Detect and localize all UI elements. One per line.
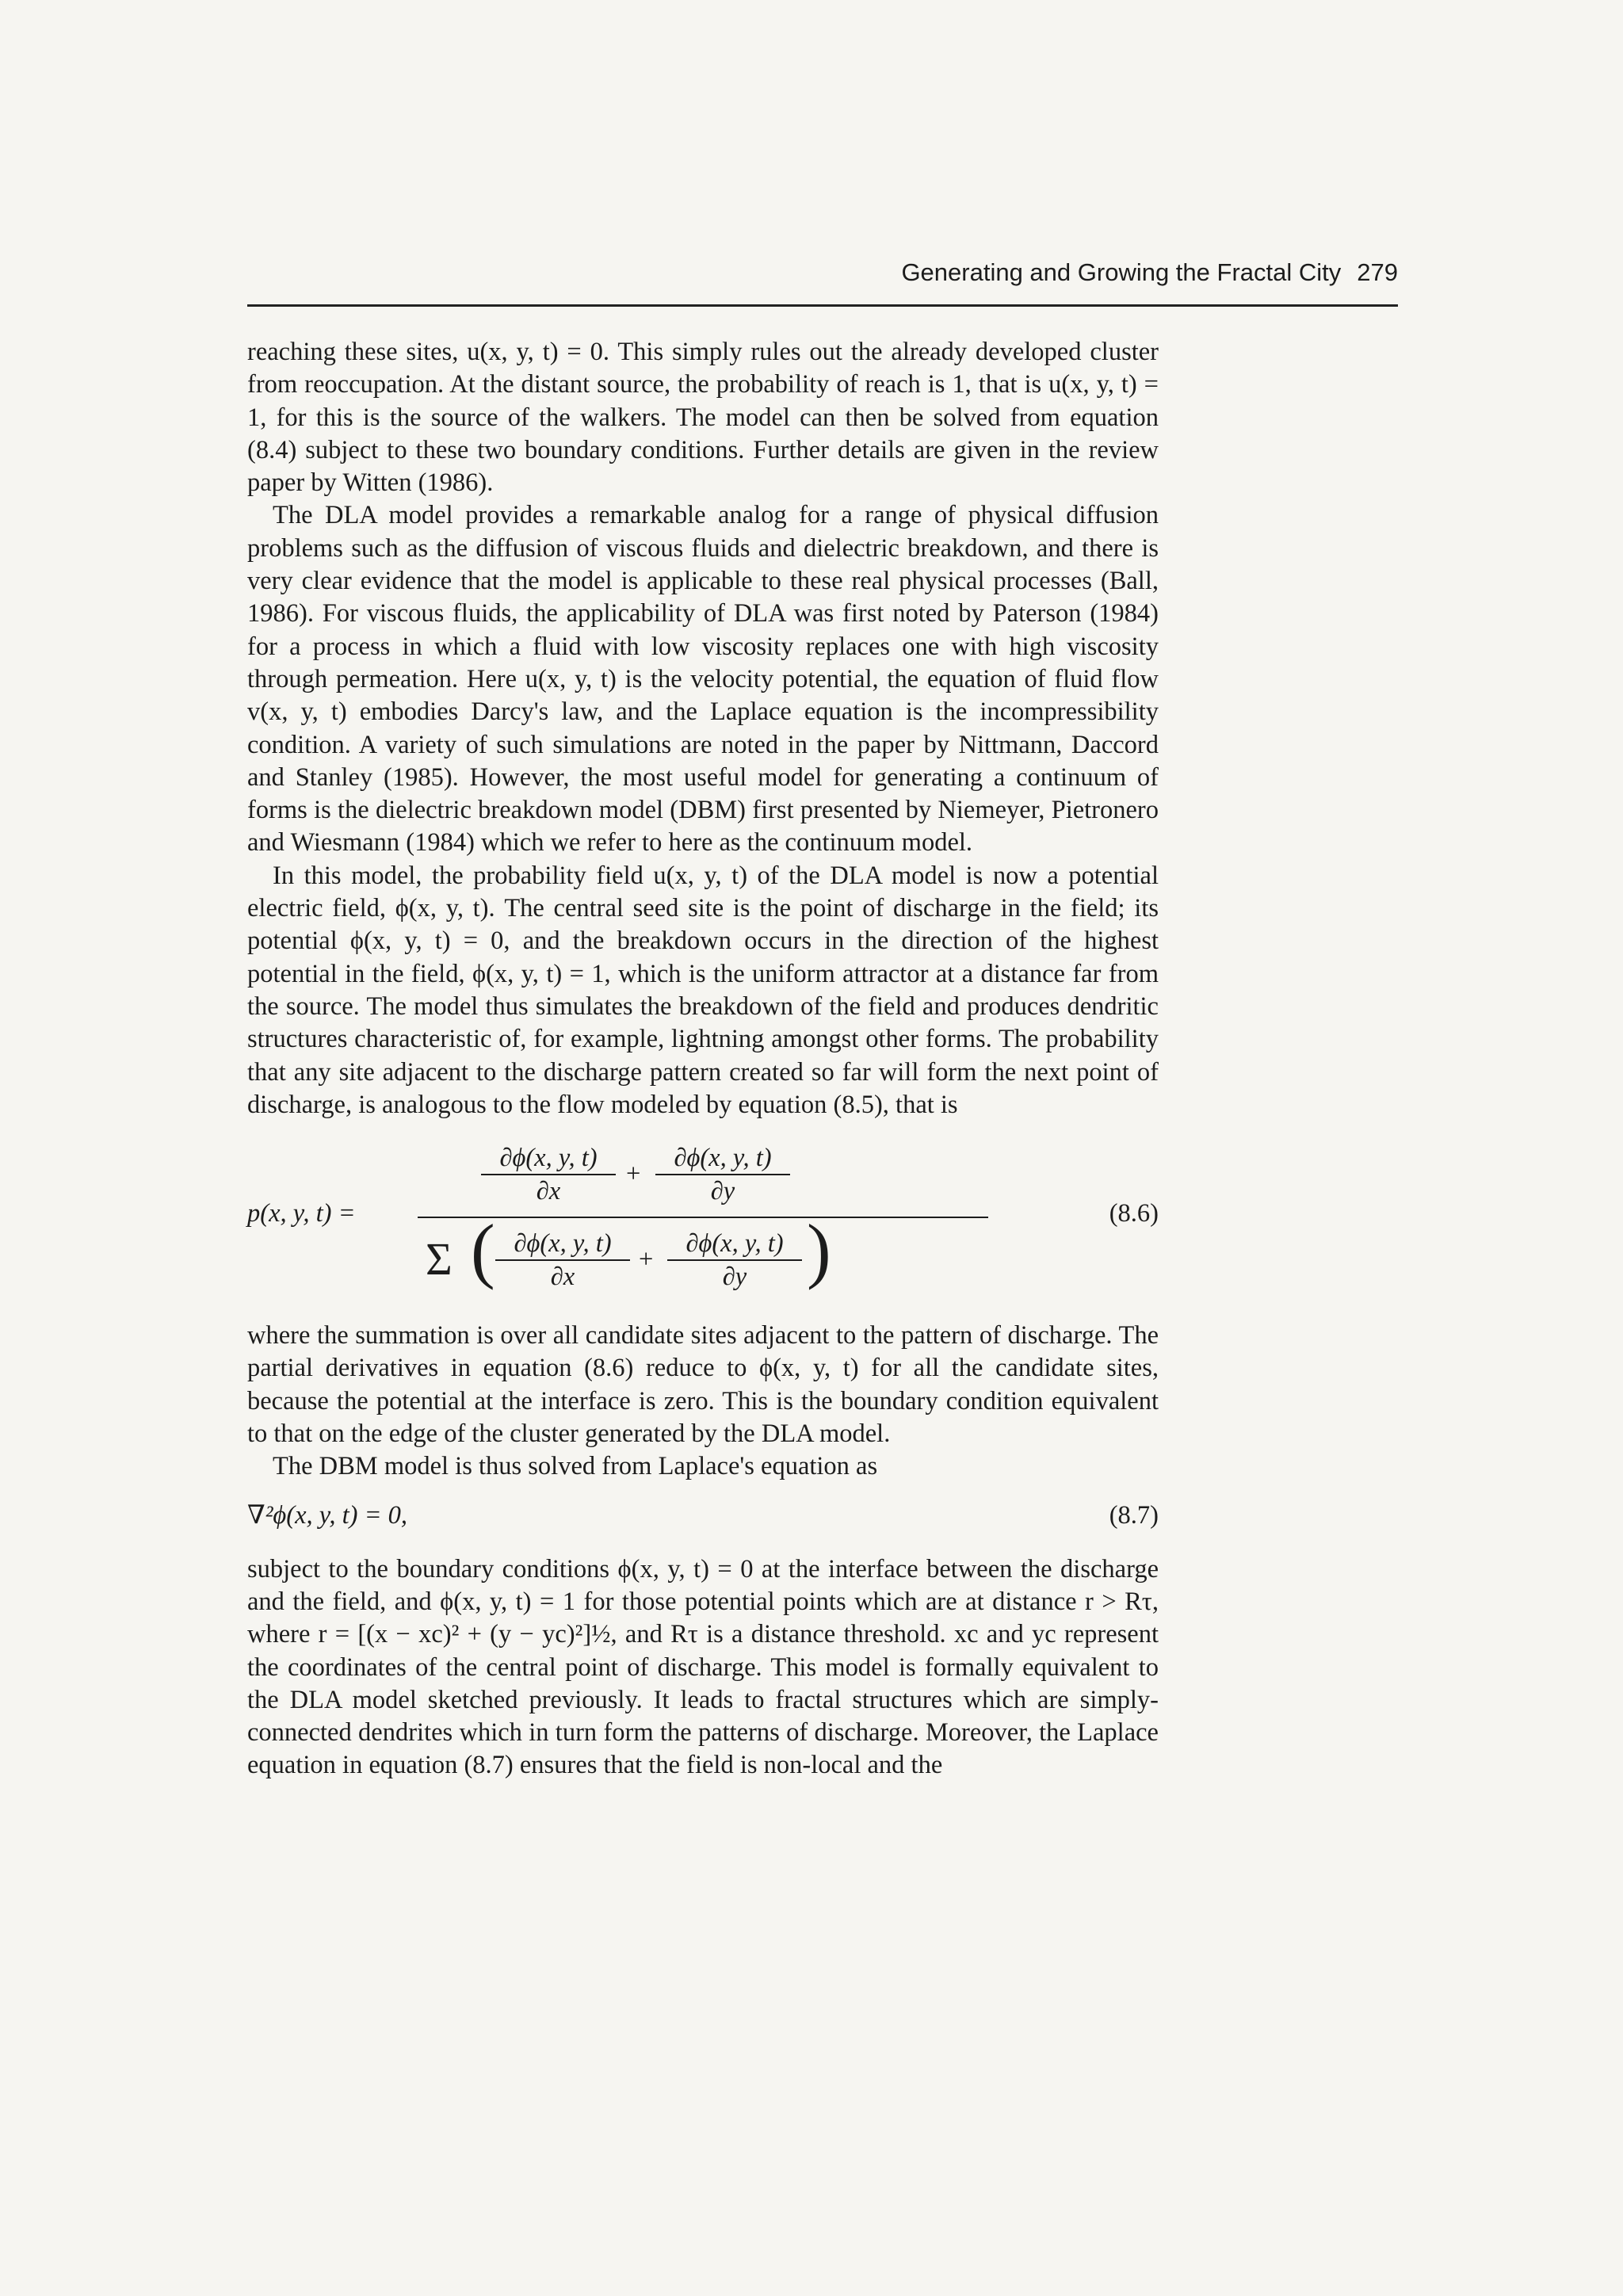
- paragraph-6: subject to the boundary conditions ϕ(x, y, t) = 0 at the interface between the discharge and the field, and ϕ(x, y, t) = 1 for those potential points which are at distance r > Rτ, where r = [(x − xc)² + (y − yc)²]½, and Rτ is a distance threshold. xc and yc represent the coordinates of the central point of discharge. This model is formally equivalent to the DLA model sketched previously. It leads to fractal structures which are simply-connected dendrites which in turn form the patterns of discharge. Moreover, the Laplace equation in equation (8.7) ensures that the field is non-local and the: [247, 1554, 1159, 1780]
- numerator-term-dy-top: ∂ϕ(x, y, t): [674, 1144, 772, 1173]
- main-fraction-bar: [418, 1217, 988, 1218]
- paragraph-5: The DBM model is thus solved from Laplace's equation as: [273, 1452, 878, 1481]
- equation-8-7-number: (8.7): [1109, 1500, 1159, 1530]
- equation-8-6-number: (8.6): [1109, 1199, 1159, 1228]
- denominator-term-dy: [667, 1228, 802, 1293]
- equation-8-7: [247, 1499, 1159, 1542]
- numerator-term-dx-bottom: ∂x: [481, 1174, 616, 1207]
- denominator-term-dy-bottom: ∂y: [667, 1259, 802, 1293]
- numerator-term-dx-top: ∂ϕ(x, y, t): [499, 1144, 598, 1173]
- paragraph-4: where the summation is over all candidate sites adjacent to the pattern of discharge. The partial derivatives in equation (8.6) reduce to ϕ(x, y, t) for all the candidate sites, because the potential at the interface is zero. This is the boundary condition equivalent to that on the edge of the cluster generated by the DLA model.: [247, 1321, 1159, 1449]
- denominator-term-dx-top: ∂ϕ(x, y, t): [514, 1229, 612, 1259]
- header-rule: [247, 304, 1398, 307]
- numerator-plus: +: [626, 1159, 641, 1189]
- close-paren: ): [807, 1209, 831, 1291]
- paragraph-2: The DLA model provides a remarkable analog for a range of physical diffusion problems such as the diffusion of viscous fluids and dielectric breakdown, and there is very clear evidence that the model is applicable to these real physical processes (Ball, 1986). For viscous fluids, the applicability of DLA was first noted by Paterson (1984) for a process in which a fluid with low viscosity replaces one with high viscosity through permeation. Here u(x, y, t) is the velocity potential, the equation of fluid flow v(x, y, t) embodies Darcy's law, and the Laplace equation is the incompressibility condition. A variety of such simulations are noted in the paper by Nittmann, Daccord and Stanley (1985). However, the most useful model for generating a continuum of forms is the dielectric breakdown model (DBM) first presented by Niemeyer, Pietronero and Wiesmann (1984) which we refer to here as the continuum model.: [247, 501, 1159, 858]
- denominator-plus: +: [639, 1245, 654, 1274]
- running-title: Generating and Growing the Fractal City: [901, 258, 1342, 286]
- equation-8-7-expression: ∇²ϕ(x, y, t) = 0,: [247, 1500, 408, 1530]
- denominator-term-dx-bottom: ∂x: [495, 1259, 630, 1293]
- denominator-term-dx: [495, 1228, 630, 1293]
- equation-8-6: [247, 1134, 1159, 1308]
- denominator-term-dy-top: ∂ϕ(x, y, t): [685, 1229, 784, 1259]
- numerator-term-dy: [655, 1142, 790, 1207]
- numerator-term-dy-bottom: ∂y: [655, 1174, 790, 1207]
- paragraph-3: In this model, the probability field u(x, y, t) of the DLA model is now a potential electric field, ϕ(x, y, t). The central seed site is the point of discharge in the field; its potential ϕ(x, y, t) = 0, and the breakdown occurs in the direction of the highest potential in the field, ϕ(x, y, t) = 1, which is the uniform attractor at a distance far from the source. The model thus simulates the breakdown of the field and produces dendritic structures characteristic of, for example, lightning amongst other forms. The probability that any site adjacent to the discharge pattern created so far will form the next point of discharge, is analogous to the flow modeled by equation (8.5), that is: [247, 861, 1159, 1119]
- page-number: 279: [1357, 258, 1398, 286]
- paragraph-1: reaching these sites, u(x, y, t) = 0. This simply rules out the already developed cluster from reoccupation. At the distant source, the probability of reach is 1, that is u(x, y, t) = 1, for this is the source of the walkers. The model can then be solved from equation (8.4) subject to these two boundary conditions. Further details are given in the review paper by Witten (1986).: [247, 338, 1159, 498]
- page-body: [247, 336, 1159, 1782]
- open-paren: (: [471, 1209, 495, 1291]
- numerator-term-dx: [481, 1142, 616, 1207]
- summation-sign: Σ: [426, 1233, 453, 1286]
- running-header: [247, 258, 1398, 287]
- equation-8-6-lhs: p(x, y, t) =: [247, 1199, 356, 1228]
